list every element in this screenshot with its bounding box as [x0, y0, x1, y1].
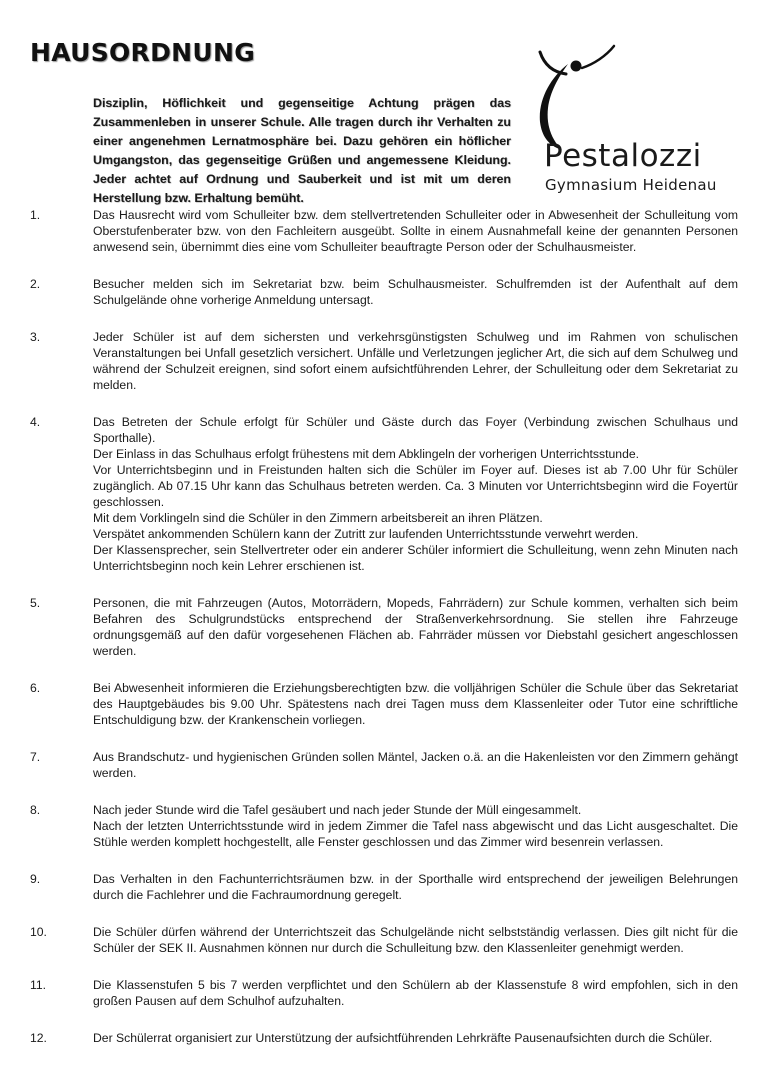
intro-paragraph: Disziplin, Höflichkeit und gegenseitige Achtung prägen das Zusammenleben in unserer Schule. Alle tragen durch ihr Verhalten zu einer angenehmen Lernatmosphäre bei. Dazu gehören ein höflicher Umgangston, das gegenseitige Grüßen und angemessene Kleidung. Jeder achtet auf Ordnung und Sauberkeit und ist mit um deren Herstellung bzw. Erhaltung bemüht.: [93, 96, 511, 205]
rule-paragraph: Verspätet ankommenden Schülern kann der Zutritt zur laufenden Unterrichtsstunde verwehrt werden.: [93, 527, 639, 541]
rule-item: [30, 680, 738, 728]
rule-number: 9.: [30, 872, 41, 886]
rule-text: [93, 977, 738, 1009]
rule-paragraph: Personen, die mit Fahrzeugen (Autos, Motorrädern, Mopeds, Fahrrädern) zur Schule kommen, verhalten sich beim Befahren des Schulgrundstücks entsprechend der Straßenverkehrsordnung. Sie stellen ihre Fahrzeuge ordnungsgemäß auf den dafür vorgesehenen Flächen ab. Fahrräder müssen vor Diebstahl gesichert angeschlossen werden.: [93, 596, 738, 658]
rule-paragraph: Nach jeder Stunde wird die Tafel gesäubert und nach jeder Stunde der Müll eingesammelt.: [93, 803, 582, 817]
rule-paragraph: Das Betreten der Schule erfolgt für Schüler und Gäste durch das Foyer (Verbindung zwischen Schulhaus und Sporthalle).: [93, 415, 738, 445]
rule-item: [30, 595, 738, 659]
rule-text: [93, 802, 738, 850]
rule-paragraph: Das Verhalten in den Fachunterrichtsräumen bzw. in der Sporthalle wird entsprechend der jeweiligen Belehrungen durch die Fachlehrer und die Fachraumordnung geregelt.: [93, 872, 738, 902]
logo-name: Pestalozzi: [544, 138, 702, 174]
logo-subtitle: Gymnasium Heidenau: [545, 176, 717, 194]
rule-text: [93, 871, 738, 903]
rule-number: 3.: [30, 330, 41, 344]
rule-item: [30, 414, 738, 574]
rule-paragraph: Vor Unterrichtsbeginn und in Freistunden halten sich die Schüler im Foyer auf. Dieses ist ab 7.00 Uhr für Schüler zugänglich. Ab 07.15 Uhr kann das Schulhaus betreten werden. Ca. 3 Minuten vor Unterrichtsbeginn wird die Foyertür geschlossen.: [93, 463, 738, 509]
rule-number: 5.: [30, 596, 41, 610]
rule-number: 4.: [30, 415, 41, 429]
rule-number: 8.: [30, 803, 41, 817]
rule-item: [30, 329, 738, 393]
rule-text: [93, 276, 738, 308]
rule-number: 6.: [30, 681, 41, 695]
rule-paragraph: Die Schüler dürfen während der Unterrichtszeit das Schulgelände nicht selbstständig verlassen. Dies gilt nicht für die Schüler der SEK II. Ausnahmen können nur durch die Schulleitung bzw. den Klassenleiter genehmigt werden.: [93, 925, 738, 955]
rule-paragraph: Das Hausrecht wird vom Schulleiter bzw. dem stellvertretenden Schulleiter oder in Abwesenheit der Schulleitung vom Oberstufenberater bzw. von den Fachleitern ausgeübt. Sollte in einem Ausnahmefall keine der genannten Personen anwesend sein, übernimmt dies eine vom Schulleiter beauftragte Person oder der Schulhausmeister.: [93, 208, 738, 254]
rule-number: 11.: [30, 978, 47, 992]
school-logo: [510, 42, 730, 202]
rule-paragraph: Besucher melden sich im Sekretariat bzw. beim Schulhausmeister. Schulfremden ist der Aufenthalt auf dem Schulgelände ohne vorherige Anmeldung untersagt.: [93, 277, 738, 307]
rule-text: [93, 749, 738, 781]
page-title: HAUSORDNUNG: [30, 38, 256, 67]
rule-text: [93, 207, 738, 255]
rule-number: 12.: [30, 1031, 47, 1045]
rule-item: [30, 802, 738, 850]
rule-number: 1.: [30, 208, 41, 222]
rule-number: 10.: [30, 925, 47, 939]
rule-item: [30, 207, 738, 255]
rule-text: [93, 329, 738, 393]
rule-item: [30, 749, 738, 781]
rule-text: [93, 595, 738, 659]
rule-paragraph: Der Schülerrat organisiert zur Unterstützung der aufsichtführenden Lehrkräfte Pausenaufsichten durch die Schüler.: [93, 1031, 713, 1045]
rule-paragraph: Nach der letzten Unterrichtsstunde wird in jedem Zimmer die Tafel nass abgewischt und das Licht ausgeschaltet. Die Stühle werden komplett hochgestellt, alle Fenster geschlossen und das Zimmer wird besenrein verlassen.: [93, 819, 738, 849]
rule-item: [30, 1030, 738, 1046]
rule-item: [30, 871, 738, 903]
rule-text: [93, 414, 738, 574]
dancer-figure-icon: [510, 42, 730, 152]
rule-text: [93, 1030, 738, 1046]
rule-item: [30, 276, 738, 308]
rules-list: [30, 207, 738, 1067]
rule-paragraph: Mit dem Vorklingeln sind die Schüler in den Zimmern arbeitsbereit an ihren Plätzen.: [93, 511, 543, 525]
rule-item: [30, 977, 738, 1009]
rule-text: [93, 924, 738, 956]
rule-number: 7.: [30, 750, 41, 764]
rule-item: [30, 924, 738, 956]
rule-paragraph: Der Klassensprecher, sein Stellvertreter oder ein anderer Schüler informiert die Schulleitung, wenn zehn Minuten nach Unterrichtsbeginn noch kein Lehrer erschienen ist.: [93, 543, 738, 573]
rule-paragraph: Die Klassenstufen 5 bis 7 werden verpflichtet und den Schülern ab der Klassenstufe 8 wird empfohlen, sich in den großen Pausen auf dem Schulhof aufzuhalten.: [93, 978, 738, 1008]
rule-paragraph: Bei Abwesenheit informieren die Erziehungsberechtigten bzw. die volljährigen Schüler die Schule über das Sekretariat des Hauptgebäudes bis 9.00 Uhr. Spätestens nach drei Tagen muss dem Klassenleiter oder Tutor eine schriftliche Entschuldigung bzw. der Krankenschein vorliegen.: [93, 681, 738, 727]
rule-paragraph: Jeder Schüler ist auf dem sichersten und verkehrsgünstigsten Schulweg und im Rahmen von schulischen Veranstaltungen bei Unfall gesetzlich versichert. Unfälle und Verletzungen jeglicher Art, die sich auf dem Schulweg und während der Schulzeit ereignen, sind sofort einem aufsichtführenden Lehrer, der Schulleitung oder dem Sekretariat zu melden.: [93, 330, 738, 392]
rule-paragraph: Der Einlass in das Schulhaus erfolgt frühestens mit dem Abklingeln der vorherigen Unterrichtsstunde.: [93, 447, 640, 461]
rule-paragraph: Aus Brandschutz- und hygienischen Gründen sollen Mäntel, Jacken o.ä. an die Hakenleisten vor den Zimmern gehängt werden.: [93, 750, 738, 780]
rule-number: 2.: [30, 277, 41, 291]
rule-text: [93, 680, 738, 728]
